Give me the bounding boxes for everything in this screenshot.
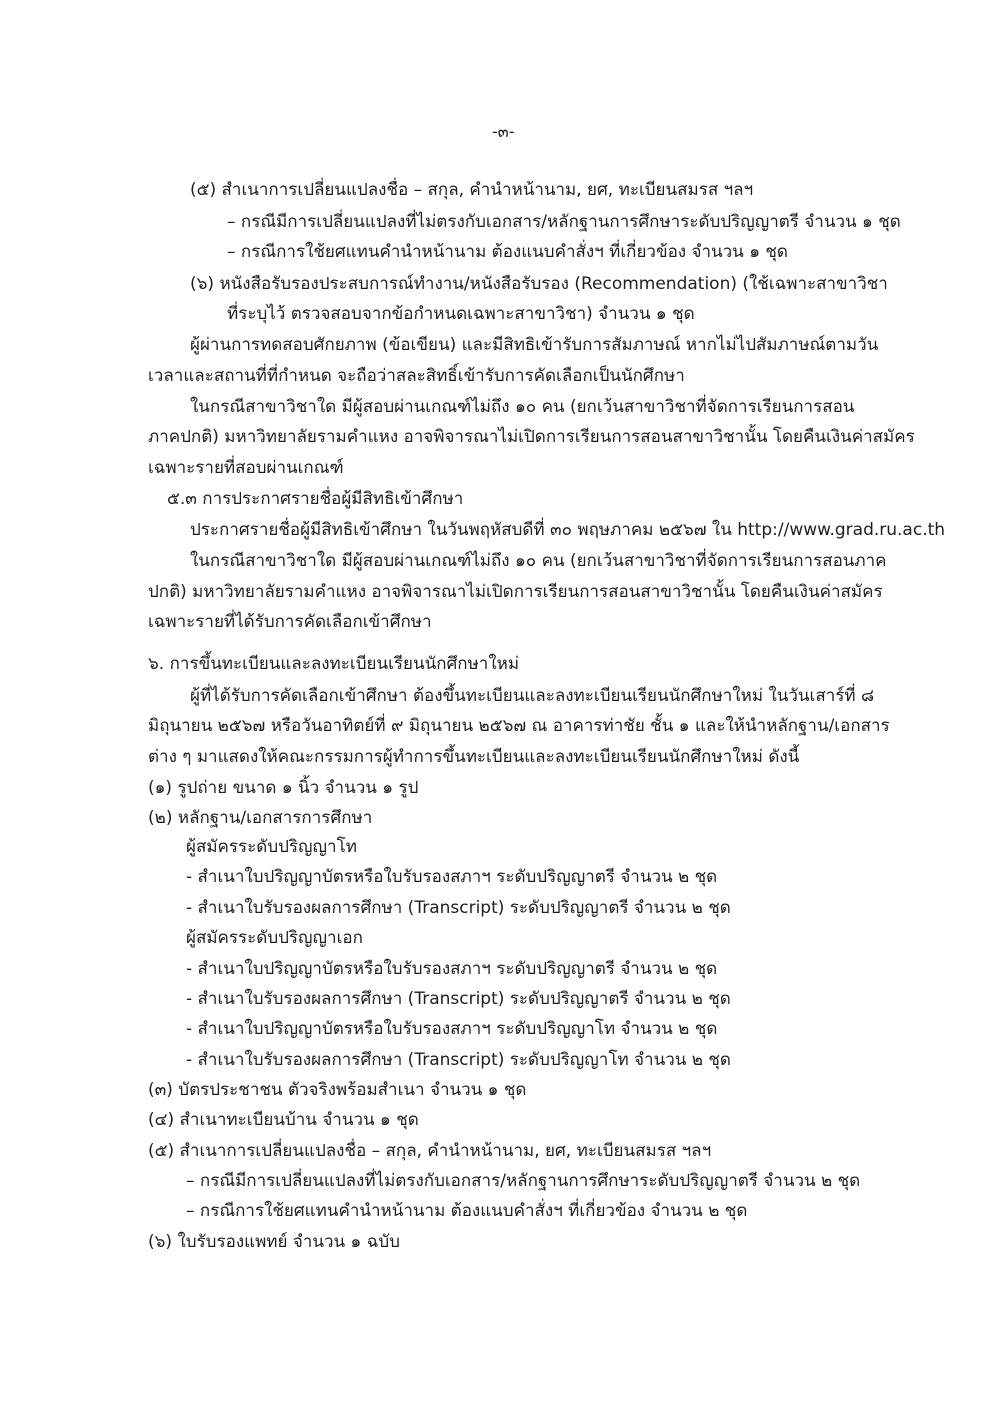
list-item: (๕) สำเนาการเปลี่ยนแปลงชื่อ – สกุล, คำนำหน้านาม, ยศ, ทะเบียนสมรส ฯลฯ xyxy=(190,180,754,200)
list-item: (๖) หนังสือรับรองประสบการณ์ทำงาน/หนังสือรับรอง (Recommendation) (ใช้เฉพาะสาขาวิชา xyxy=(190,274,888,294)
paragraph-line: เวลาและสถานที่ที่กำหนด จะถือว่าสละสิทธิ์เข้ารับการคัดเลือกเป็นนักศึกษา xyxy=(148,366,685,386)
paragraph-line: เฉพาะรายที่ได้รับการคัดเลือกเข้าศึกษา xyxy=(148,612,432,632)
sub-heading: ผู้สมัครระดับปริญญาโท xyxy=(186,837,357,857)
list-item: ที่ระบุไว้ ตรวจสอบจากข้อกำหนดเฉพาะสาขาวิชา) จำนวน ๑ ชุด xyxy=(227,304,695,324)
list-item: - สำเนาใบปริญญาบัตรหรือใบรับรองสภาฯ ระดับปริญญาตรี จำนวน ๒ ชุด xyxy=(186,867,718,887)
list-item: (๓) บัตรประชาชน ตัวจริงพร้อมสำเนา จำนวน ๑ ชุด xyxy=(148,1080,527,1100)
list-item: - สำเนาใบรับรองผลการศึกษา (Transcript) ระดับปริญญาตรี จำนวน ๒ ชุด xyxy=(186,898,731,918)
paragraph-line: ภาคปกติ) มหาวิทยาลัยรามคำแหง อาจพิจารณาไม่เปิดการเรียนการสอนสาขาวิชานั้น โดยคืนเงินค่าสมัคร xyxy=(148,427,915,447)
list-item: (๕) สำเนาการเปลี่ยนแปลงชื่อ – สกุล, คำนำหน้านาม, ยศ, ทะเบียนสมรส ฯลฯ xyxy=(148,1141,712,1161)
paragraph-line: ในกรณีสาขาวิชาใด มีผู้สอบผ่านเกณฑ์ไม่ถึง ๑๐ คน (ยกเว้นสาขาวิชาที่จัดการเรียนการสอน xyxy=(190,397,855,417)
list-item: - สำเนาใบปริญญาบัตรหรือใบรับรองสภาฯ ระดับปริญญาตรี จำนวน ๒ ชุด xyxy=(186,959,718,979)
list-item: - สำเนาใบรับรองผลการศึกษา (Transcript) ระดับปริญญาโท จำนวน ๒ ชุด xyxy=(186,1050,731,1070)
list-item: – กรณีการใช้ยศแทนคำนำหน้านาม ต้องแนบคำสั่งฯ ที่เกี่ยวข้อง จำนวน ๒ ชุด xyxy=(186,1201,748,1221)
page-number: -๓- xyxy=(492,122,515,141)
paragraph-line: ต่าง ๆ มาแสดงให้คณะกรรมการผู้ทำการขึ้นทะเบียนและลงทะเบียนเรียนนักศึกษาใหม่ ดังนี้ xyxy=(148,747,800,767)
list-item: (๔) สำเนาทะเบียนบ้าน จำนวน ๑ ชุด xyxy=(148,1110,419,1130)
list-item: - สำเนาใบรับรองผลการศึกษา (Transcript) ระดับปริญญาตรี จำนวน ๒ ชุด xyxy=(186,989,731,1009)
list-item: – กรณีมีการเปลี่ยนแปลงที่ไม่ตรงกับเอกสาร/หลักฐานการศึกษาระดับปริญญาตรี จำนวน ๒ ชุด xyxy=(186,1171,861,1191)
paragraph-line: ประกาศรายชื่อผู้มีสิทธิเข้าศึกษา ในวันพฤหัสบดีที่ ๓๐ พฤษภาคม ๒๕๖๗ ใน http://www.grad.ru.ac.th xyxy=(190,520,946,540)
list-item: (๒) หลักฐาน/เอกสารการศึกษา xyxy=(148,808,373,828)
list-item: – กรณีการใช้ยศแทนคำนำหน้านาม ต้องแนบคำสั่งฯ ที่เกี่ยวข้อง จำนวน ๑ ชุด xyxy=(227,242,788,262)
paragraph-line: ในกรณีสาขาวิชาใด มีผู้สอบผ่านเกณฑ์ไม่ถึง ๑๐ คน (ยกเว้นสาขาวิชาที่จัดการเรียนการสอนภาค xyxy=(190,551,887,571)
paragraph-line: ผู้ที่ได้รับการคัดเลือกเข้าศึกษา ต้องขึ้นทะเบียนและลงทะเบียนเรียนนักศึกษาใหม่ ในวันเสาร์ที่ ๘ xyxy=(190,686,875,706)
list-item: – กรณีมีการเปลี่ยนแปลงที่ไม่ตรงกับเอกสาร/หลักฐานการศึกษาระดับปริญญาตรี จำนวน ๑ ชุด xyxy=(227,212,901,232)
section-heading: ๕.๓ การประกาศรายชื่อผู้มีสิทธิเข้าศึกษา xyxy=(167,489,464,509)
paragraph-line: เฉพาะรายที่สอบผ่านเกณฑ์ xyxy=(148,458,344,478)
section-heading: ๖. การขึ้นทะเบียนและลงทะเบียนเรียนนักศึกษาใหม่ xyxy=(148,654,520,674)
list-item: (๖) ใบรับรองแพทย์ จำนวน ๑ ฉบับ xyxy=(148,1232,400,1252)
paragraph-line: ปกติ) มหาวิทยาลัยรามคำแหง อาจพิจารณาไม่เปิดการเรียนการสอนสาขาวิชานั้น โดยคืนเงินค่าสมัคร xyxy=(148,582,883,602)
sub-heading: ผู้สมัครระดับปริญญาเอก xyxy=(186,928,363,948)
list-item: (๑) รูปถ่าย ขนาด ๑ นิ้ว จำนวน ๑ รูป xyxy=(148,778,419,798)
list-item: - สำเนาใบปริญญาบัตรหรือใบรับรองสภาฯ ระดับปริญญาโท จำนวน ๒ ชุด xyxy=(186,1019,718,1039)
paragraph-line: ผู้ผ่านการทดสอบศักยภาพ (ข้อเขียน) และมีสิทธิเข้ารับการสัมภาษณ์ หากไม่ไปสัมภาษณ์ตามวัน xyxy=(190,335,879,355)
paragraph-line: มิถุนายน ๒๕๖๗ หรือวันอาทิตย์ที่ ๙ มิถุนายน ๒๕๖๗ ณ อาคารท่าชัย ชั้น ๑ และให้นำหลักฐาน/เอกสาร xyxy=(148,716,890,736)
